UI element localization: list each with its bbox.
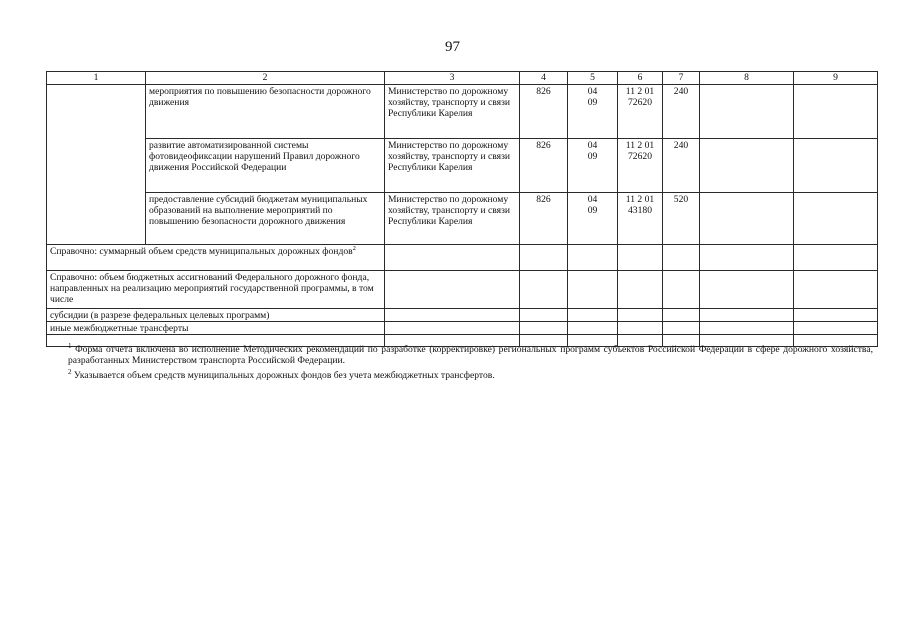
empty-cell [568,245,618,271]
empty-cell [700,139,794,193]
header-cell: 6 [618,72,663,85]
empty-cell [700,193,794,245]
code-cell: 826 [520,85,568,139]
empty-cell [385,322,520,335]
empty-cell [794,85,878,139]
header-cell: 3 [385,72,520,85]
header-cell: 7 [663,72,700,85]
section-code: 04 [587,140,598,151]
empty-cell [700,85,794,139]
code-cell: 826 [520,139,568,193]
summary-row [47,245,878,271]
header-cell: 8 [700,72,794,85]
empty-cell [568,309,618,322]
summary-row [47,309,878,322]
footnote-mark: 2 [68,368,72,376]
empty-cell [663,271,700,309]
empty-cell [700,271,794,309]
empty-cell [663,245,700,271]
footnote-ref: 2 [352,245,356,252]
empty-cell [520,322,568,335]
empty-cell [618,271,663,309]
table-row [47,85,878,139]
ministry-name: Министерство по дорожному хозяйству, транспорту и связи Республики Карелия [385,139,520,193]
section-code: 04 [587,86,598,97]
empty-cell [700,309,794,322]
footnote-2 [68,370,873,381]
summary-label: иные межбюджетные трансферты [47,322,385,335]
summary-label [47,245,385,271]
footnote-1 [68,344,873,366]
empty-cell [794,193,878,245]
summary-row [47,271,878,309]
empty-cell [618,322,663,335]
header-row [47,72,878,85]
target-article-suffix: 43180 [628,205,652,217]
activity-name: развитие автоматизированной системы фотовидеофиксации нарушений Правил дорожного движения Российской Федерации [146,139,385,193]
activity-name: мероприятия по повышению безопасности дорожного движения [146,85,385,139]
empty-cell [700,322,794,335]
empty-cell [663,322,700,335]
header-cell: 9 [794,72,878,85]
expense-type-cell: 240 [663,85,700,139]
section-code: 04 [587,194,598,205]
empty-cell [700,245,794,271]
empty-cell [385,245,520,271]
empty-cell [618,245,663,271]
empty-cell [794,322,878,335]
empty-cell [385,271,520,309]
target-article-code: 11 2 01 [625,194,655,205]
empty-cell [794,139,878,193]
target-article-suffix: 72620 [628,151,652,163]
empty-cell [794,271,878,309]
summary-label: Справочно: объем бюджетных ассигнований Федерального дорожного фонда, направленных на реализацию мероприятий государственной программы, в том числе [47,271,385,309]
table-row [47,193,878,245]
header-cell: 5 [568,72,618,85]
footnote-text: Указывается объем средств муниципальных дорожных фондов без учета межбюджетных трансфертов. [73,370,495,381]
empty-cell [385,309,520,322]
target-article-cell [618,193,663,245]
summary-row [47,322,878,335]
empty-cell [568,271,618,309]
empty-cell [568,322,618,335]
empty-cell [520,309,568,322]
footnote-text: Форма отчета включена во исполнение Методических рекомендаций по разработке (корректировке) региональных программ субъектов Российской Федерации в сфере дорожного хозяйства, разработанных Министерством транспорта Российской Федерации. [68,344,873,366]
header-cell: 4 [520,72,568,85]
target-article-cell [618,139,663,193]
empty-cell [520,271,568,309]
subsection-code: 09 [587,151,598,163]
empty-cell [520,245,568,271]
code-cell: 826 [520,193,568,245]
section-cell [568,85,618,139]
page-number: 97 [445,39,460,55]
target-article-suffix: 72620 [628,97,652,109]
empty-cell [794,245,878,271]
subsection-code: 09 [587,205,598,217]
ministry-name: Министерство по дорожному хозяйству, транспорту и связи Республики Карелия [385,85,520,139]
table-row [47,139,878,193]
header-cell: 2 [146,72,385,85]
expense-type-cell: 520 [663,193,700,245]
section-cell [568,139,618,193]
subsection-code: 09 [587,97,598,109]
target-article-code: 11 2 01 [625,140,655,151]
summary-label-text: Справочно: суммарный объем средств муниципальных дорожных фондов [50,246,353,257]
ministry-name: Министерство по дорожному хозяйству, транспорту и связи Республики Карелия [385,193,520,245]
target-article-code: 11 2 01 [625,86,655,97]
report-table [46,71,878,347]
summary-label: субсидии (в разрезе федеральных целевых программ) [47,309,385,322]
expense-type-cell: 240 [663,139,700,193]
empty-cell [663,309,700,322]
target-article-cell [618,85,663,139]
empty-cell [794,309,878,322]
empty-cell [618,309,663,322]
merged-empty-cell [47,85,146,245]
header-cell: 1 [47,72,146,85]
activity-name: предоставление субсидий бюджетам муниципальных образований на выполнение мероприятий по повышению безопасности дорожного движения [146,193,385,245]
section-cell [568,193,618,245]
footnote-mark: 1 [68,342,72,350]
